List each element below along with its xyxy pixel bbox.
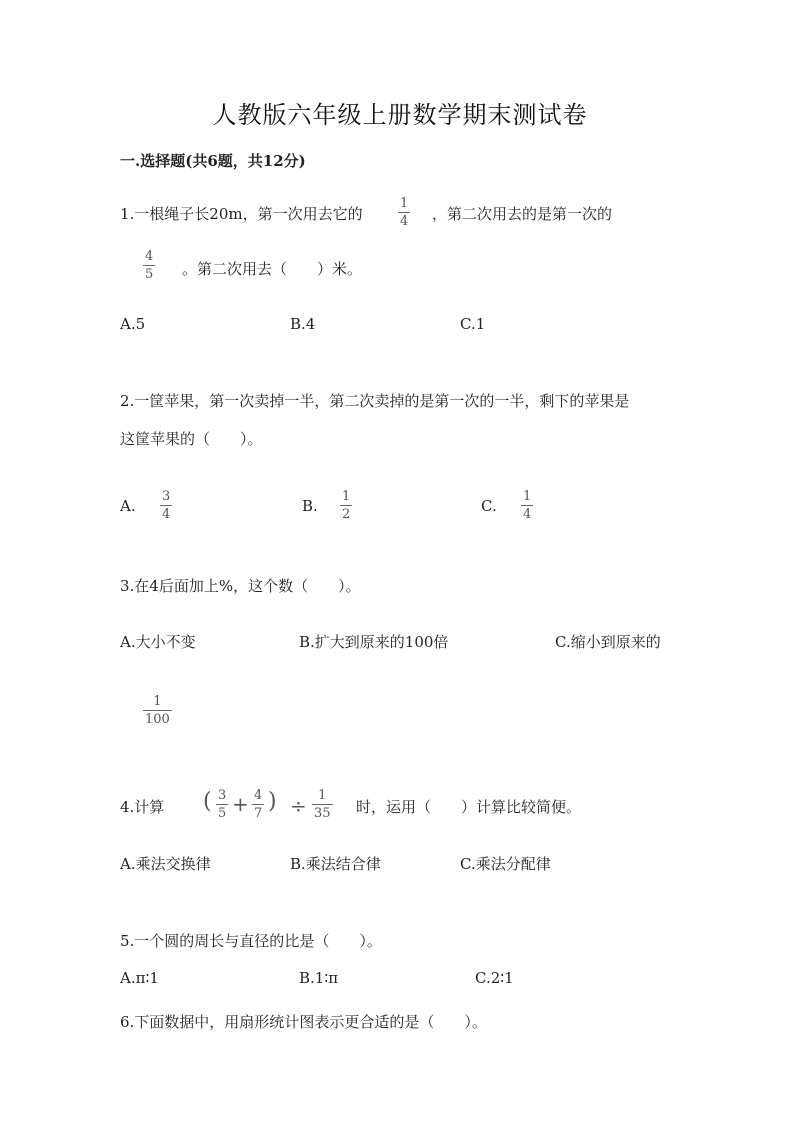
q4-b-numerator: 4 xyxy=(254,788,263,803)
q2-c-denominator: 4 xyxy=(523,507,532,522)
q4-left-paren: ( xyxy=(203,789,212,814)
q2-b-denominator: 2 xyxy=(342,507,351,522)
q2-option-c-fraction xyxy=(521,490,533,521)
q2-text-line1: 2.一筐苹果，第一次卖掉一半，第二次卖掉的是第一次的一半，剩下的苹果是 xyxy=(120,392,630,410)
q3-c-denominator: 100 xyxy=(145,712,170,727)
q4-divide-sign: ÷ xyxy=(290,794,307,818)
section-heading: 一.选择题(共6题，共12分) xyxy=(120,152,306,170)
q2-a-numerator: 3 xyxy=(162,489,171,504)
q4-suffix: 时，运用（ ）计算比较简便。 xyxy=(356,798,582,816)
q2-c-numerator: 1 xyxy=(523,489,532,504)
page-title: 人教版六年级上册数学期末测试卷 xyxy=(212,101,588,129)
q1-frac1-denominator: 4 xyxy=(400,214,409,229)
q4-fraction-b xyxy=(252,789,264,820)
q5-option-a: A.π∶1 xyxy=(120,969,159,987)
q2-option-a-label: A. xyxy=(120,497,136,515)
q3-option-c-fraction xyxy=(143,695,172,726)
q1-option-b: B.4 xyxy=(290,315,316,333)
q2-option-b-label: B. xyxy=(302,497,318,515)
q4-fraction-c xyxy=(312,789,333,820)
q2-option-a-fraction xyxy=(160,490,172,521)
q1-fraction-2 xyxy=(143,250,155,281)
q1-frac2-numerator: 4 xyxy=(145,249,154,264)
q3-text: 3.在4后面加上%，这个数（ ）。 xyxy=(120,577,361,595)
q4-plus-sign: + xyxy=(232,792,249,816)
q1-fraction-1 xyxy=(398,197,410,228)
q4-prefix: 4.计算 xyxy=(120,798,165,816)
q1-frac2-denominator: 5 xyxy=(145,267,154,282)
q5-option-c: C.2∶1 xyxy=(475,969,514,987)
q2-option-c-label: C. xyxy=(481,497,497,515)
q4-option-a: A.乘法交换律 xyxy=(120,855,211,873)
q2-option-b-fraction xyxy=(340,490,352,521)
q1-option-c: C.1 xyxy=(460,315,486,333)
q3-option-c: C.缩小到原来的 xyxy=(555,633,661,651)
q1-text-part1: 1.一根绳子长20m，第一次用去它的 xyxy=(120,205,363,223)
q4-c-denominator: 35 xyxy=(314,806,331,821)
q4-b-denominator: 7 xyxy=(254,806,263,821)
q3-option-b: B.扩大到原来的100倍 xyxy=(299,633,449,651)
q3-c-numerator: 1 xyxy=(153,694,162,709)
q1-frac1-numerator: 1 xyxy=(400,196,409,211)
q4-right-paren: ) xyxy=(268,789,277,814)
q4-a-denominator: 5 xyxy=(218,806,227,821)
q1-option-a: A.5 xyxy=(120,315,146,333)
q5-text: 5.一个圆的周长与直径的比是（ ）。 xyxy=(120,932,382,950)
q3-option-a: A.大小不变 xyxy=(120,633,196,651)
q2-a-denominator: 4 xyxy=(162,507,171,522)
q4-option-c: C.乘法分配律 xyxy=(460,855,551,873)
q2-text-line2: 这筐苹果的（ ）。 xyxy=(120,430,263,448)
q1-text-part2: ，第二次用去的是第一次的 xyxy=(432,205,613,223)
q4-option-b: B.乘法结合律 xyxy=(290,855,381,873)
q5-option-b: B.1∶π xyxy=(299,969,339,987)
q4-fraction-a xyxy=(216,789,228,820)
q6-text: 6.下面数据中，用扇形统计图表示更合适的是（ ）。 xyxy=(120,1013,487,1031)
q1-text-part3: 。第二次用去（ ）米。 xyxy=(182,260,363,278)
q4-c-numerator: 1 xyxy=(318,788,327,803)
q2-b-numerator: 1 xyxy=(342,489,351,504)
q4-a-numerator: 3 xyxy=(218,788,227,803)
